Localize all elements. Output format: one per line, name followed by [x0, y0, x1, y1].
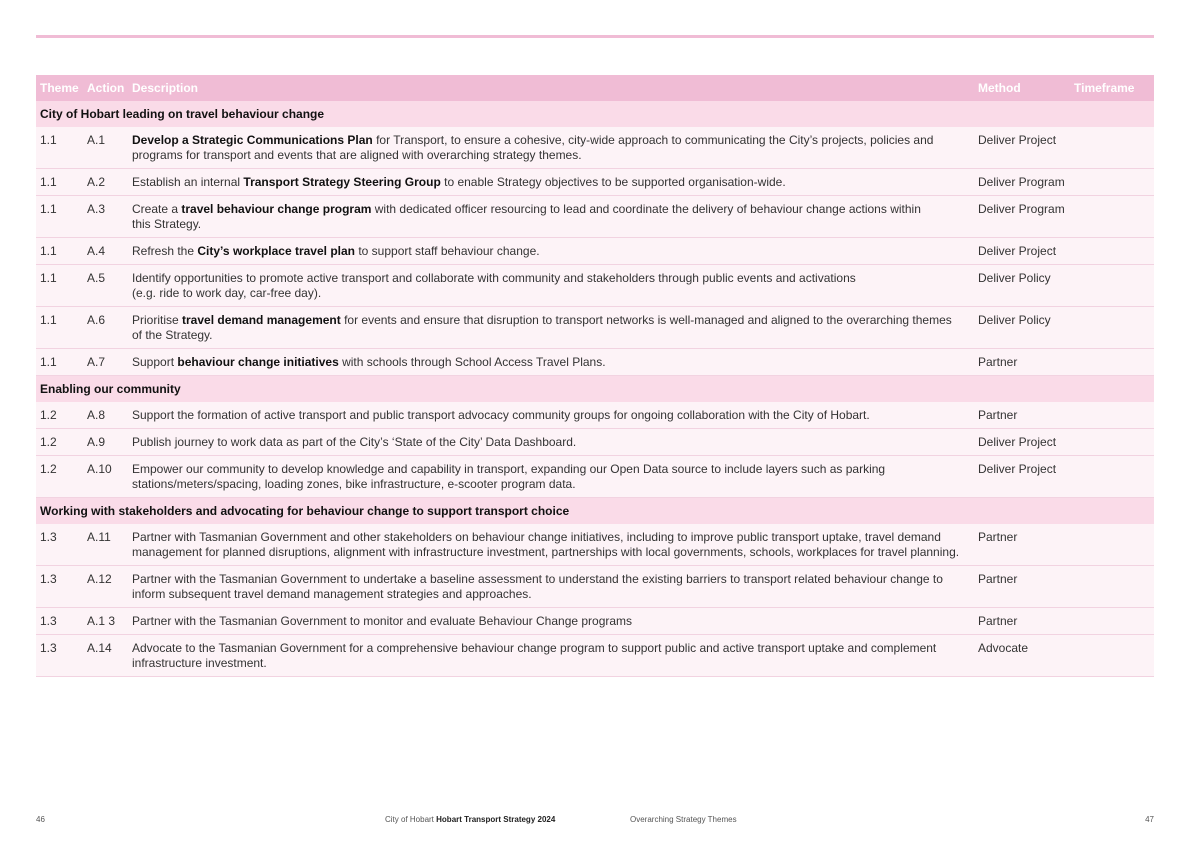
theme-cell: 1.1 [36, 127, 83, 169]
method-cell: Deliver Program [974, 196, 1070, 238]
theme-cell: 1.3 [36, 524, 83, 566]
action-cell: A.9 [83, 429, 128, 456]
theme-cell: 1.1 [36, 349, 83, 376]
section-row [36, 101, 1154, 127]
section-title: City of Hobart leading on travel behaviour change [36, 101, 1154, 127]
table-row [36, 238, 1154, 265]
table-row [36, 402, 1154, 429]
method-cell: Partner [974, 566, 1070, 608]
description-text: to support staff behaviour change. [355, 244, 540, 258]
description-text: Publish journey to work data as part of the City’s ‘State of the City’ Data Dashboard. [132, 435, 577, 449]
method-cell: Partner [974, 349, 1070, 376]
timeframe-cell [1070, 265, 1154, 307]
description-emphasis: City’s workplace travel plan [197, 244, 355, 258]
table-row [36, 265, 1154, 307]
action-cell: A.5 [83, 265, 128, 307]
description-cell [128, 608, 974, 635]
timeframe-cell [1070, 524, 1154, 566]
footer-document-title [385, 815, 555, 824]
action-cell: A.10 [83, 456, 128, 498]
description-emphasis: travel behaviour change program [181, 202, 372, 216]
header-timeframe: Timeframe [1070, 75, 1154, 101]
section-title: Enabling our community [36, 376, 1154, 403]
table-row [36, 456, 1154, 498]
header-theme: Theme [36, 75, 83, 101]
header-description: Description [128, 75, 974, 101]
table-row [36, 127, 1154, 169]
method-cell: Partner [974, 524, 1070, 566]
description-text: Identify opportunities to promote active transport and collaborate with community and stakeholders through public events and activations [132, 271, 856, 285]
header-rule [36, 35, 1154, 38]
table-row [36, 429, 1154, 456]
page-number-right: 47 [1145, 815, 1154, 824]
description-text: Partner with the Tasmanian Government to undertake a baseline assessment to understand the existing barriers to transport related behaviour change to [132, 572, 943, 586]
action-cell: A.1 3 [83, 608, 128, 635]
description-text: Advocate to the Tasmanian Government for a comprehensive behaviour change program to support public and active transport uptake and complement [132, 641, 937, 655]
footer-doc-prefix: City of Hobart [385, 815, 434, 824]
description-text: Support the formation of active transport and public transport advocacy community groups for ongoing collaboration with the City of Hobart. [132, 408, 870, 422]
description-emphasis: Develop a Strategic Communications Plan [132, 133, 373, 147]
section-title: Working with stakeholders and advocating for behaviour change to support transport choice [36, 498, 1154, 525]
actions-table [36, 75, 1154, 677]
header-action: Action [83, 75, 128, 101]
table-header-row [36, 75, 1154, 101]
timeframe-cell [1070, 608, 1154, 635]
method-cell: Deliver Project [974, 127, 1070, 169]
description-text: this Strategy. [132, 217, 202, 231]
action-cell: A.12 [83, 566, 128, 608]
description-cell [128, 265, 974, 307]
timeframe-cell [1070, 456, 1154, 498]
table-row [36, 608, 1154, 635]
method-cell: Deliver Project [974, 456, 1070, 498]
timeframe-cell [1070, 307, 1154, 349]
method-cell: Deliver Project [974, 429, 1070, 456]
table-row [36, 307, 1154, 349]
description-text: Create a [132, 202, 182, 216]
description-cell [128, 349, 974, 376]
description-text: (e.g. ride to work day, car-free day). [132, 286, 322, 300]
description-text: management for planned disruptions, alignment with infrastructure investment, partnerships with local governments, schools, workplaces for travel planning. [132, 545, 960, 559]
table-row [36, 566, 1154, 608]
description-text: infrastructure investment. [132, 656, 267, 670]
description-text: with schools through School Access Travel Plans. [338, 355, 606, 369]
table-row [36, 349, 1154, 376]
description-cell [128, 238, 974, 265]
description-emphasis: travel demand management [182, 313, 341, 327]
method-cell: Deliver Policy [974, 307, 1070, 349]
theme-cell: 1.1 [36, 196, 83, 238]
timeframe-cell [1070, 238, 1154, 265]
description-cell [128, 196, 974, 238]
description-text: Refresh the [132, 244, 198, 258]
description-text: inform subsequent travel demand management strategies and approaches. [132, 587, 532, 601]
description-emphasis: Transport Strategy Steering Group [243, 175, 441, 189]
method-cell: Advocate [974, 635, 1070, 677]
description-text: Empower our community to develop knowledge and capability in transport, expanding our Open Data source to include layers such as parking [132, 462, 886, 476]
header-method: Method [974, 75, 1070, 101]
description-text: with dedicated officer resourcing to lead and coordinate the delivery of behaviour change actions within [371, 202, 921, 216]
timeframe-cell [1070, 635, 1154, 677]
timeframe-cell [1070, 429, 1154, 456]
method-cell: Partner [974, 402, 1070, 429]
footer-doc-title: Hobart Transport Strategy 2024 [436, 815, 556, 824]
description-text: Establish an internal [132, 175, 244, 189]
description-cell [128, 635, 974, 677]
description-cell [128, 524, 974, 566]
timeframe-cell [1070, 169, 1154, 196]
description-cell [128, 307, 974, 349]
method-cell: Deliver Policy [974, 265, 1070, 307]
description-text: programs for transport and events that are aligned with overarching strategy themes. [132, 148, 582, 162]
action-cell: A.3 [83, 196, 128, 238]
description-text: Prioritise [132, 313, 183, 327]
theme-cell: 1.2 [36, 456, 83, 498]
footer-section-name: Overarching Strategy Themes [630, 815, 737, 824]
theme-cell: 1.2 [36, 429, 83, 456]
method-cell: Deliver Project [974, 238, 1070, 265]
table-body [36, 101, 1154, 677]
timeframe-cell [1070, 349, 1154, 376]
description-cell [128, 456, 974, 498]
action-cell: A.7 [83, 349, 128, 376]
action-cell: A.4 [83, 238, 128, 265]
table-row [36, 196, 1154, 238]
table-row [36, 635, 1154, 677]
theme-cell: 1.3 [36, 608, 83, 635]
page-number-left: 46 [36, 815, 45, 824]
description-text: Partner with the Tasmanian Government to monitor and evaluate Behaviour Change programs [132, 614, 633, 628]
theme-cell: 1.3 [36, 635, 83, 677]
action-cell: A.2 [83, 169, 128, 196]
section-row [36, 498, 1154, 525]
action-cell: A.11 [83, 524, 128, 566]
description-cell [128, 127, 974, 169]
theme-cell: 1.3 [36, 566, 83, 608]
timeframe-cell [1070, 402, 1154, 429]
table-row [36, 524, 1154, 566]
action-cell: A.1 [83, 127, 128, 169]
action-cell: A.8 [83, 402, 128, 429]
timeframe-cell [1070, 127, 1154, 169]
description-text: for Transport, to ensure a cohesive, city-wide approach to communicating the City’s projects, policies and [372, 133, 934, 147]
action-cell: A.14 [83, 635, 128, 677]
description-text: Partner with Tasmanian Government and other stakeholders on behaviour change initiatives, including to improve public transport uptake, travel demand [132, 530, 941, 544]
description-cell [128, 429, 974, 456]
description-cell [128, 566, 974, 608]
description-text: stations/meters/spacing, loading zones, bike infrastructure, e-scooter program data. [132, 477, 576, 491]
theme-cell: 1.1 [36, 265, 83, 307]
theme-cell: 1.2 [36, 402, 83, 429]
theme-cell: 1.1 [36, 307, 83, 349]
theme-cell: 1.1 [36, 238, 83, 265]
description-text: to enable Strategy objectives to be supported organisation-wide. [440, 175, 786, 189]
description-text: of the Strategy. [132, 328, 213, 342]
description-emphasis: behaviour change initiatives [177, 355, 339, 369]
action-cell: A.6 [83, 307, 128, 349]
description-cell [128, 169, 974, 196]
section-row [36, 376, 1154, 403]
description-text: for events and ensure that disruption to transport networks is well-managed and aligned to the overarching themes [340, 313, 952, 327]
method-cell: Deliver Program [974, 169, 1070, 196]
timeframe-cell [1070, 566, 1154, 608]
description-cell [128, 402, 974, 429]
description-text: Support [132, 355, 178, 369]
method-cell: Partner [974, 608, 1070, 635]
theme-cell: 1.1 [36, 169, 83, 196]
table-row [36, 169, 1154, 196]
timeframe-cell [1070, 196, 1154, 238]
